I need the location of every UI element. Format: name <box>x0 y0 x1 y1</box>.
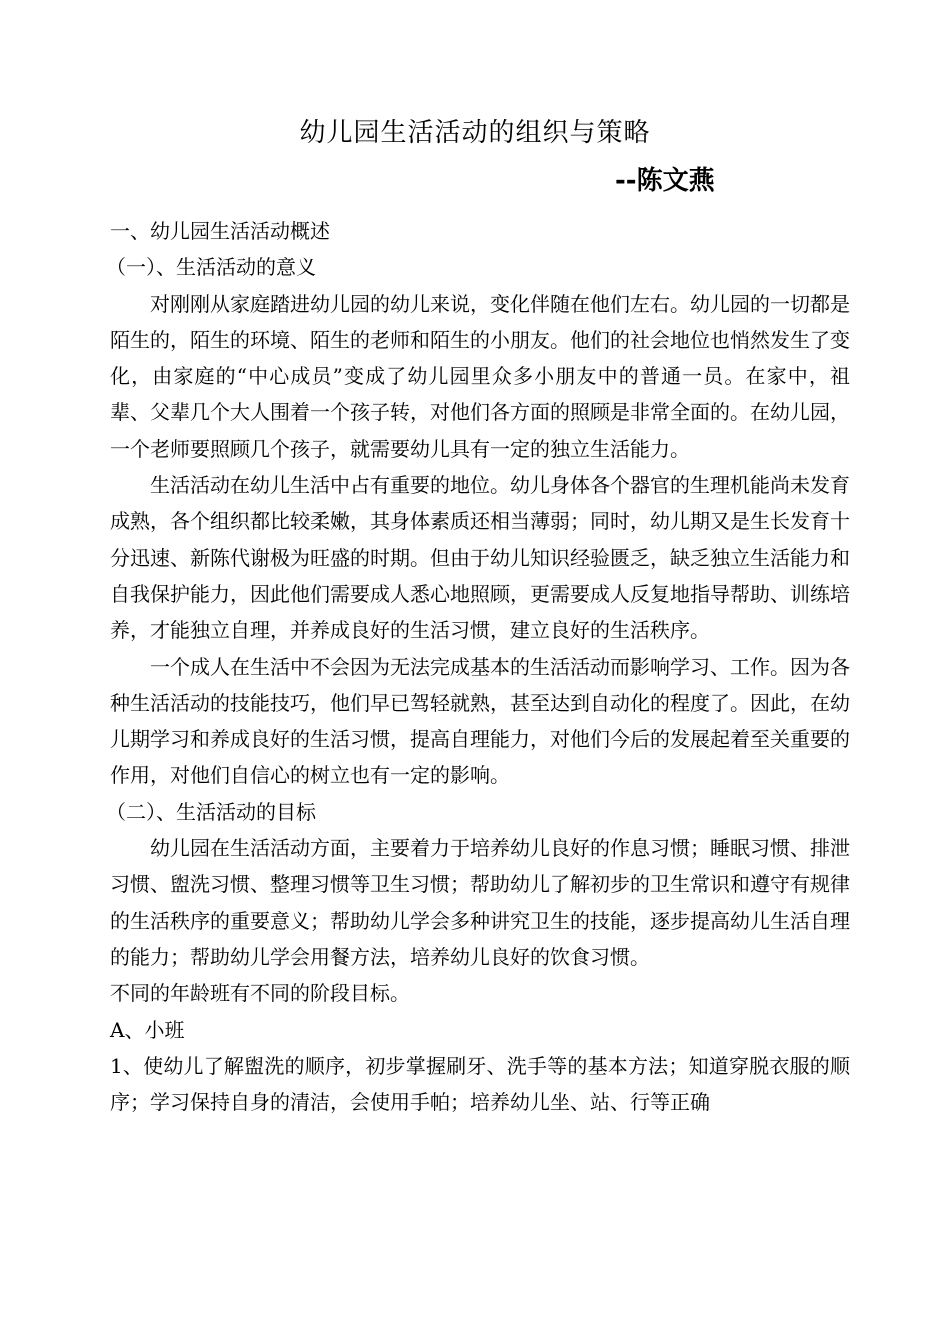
document-title: 幼儿园生活活动的组织与策略 <box>299 118 651 148</box>
author-line: --陈文燕 <box>615 166 715 196</box>
paragraph-5: 不同的年龄班有不同的阶段目标。 <box>110 981 410 1006</box>
section-heading-overview: 一、幼儿园生活活动概述 <box>110 219 330 243</box>
subsection-heading-goals: （二）、生活活动的目标 <box>106 799 316 824</box>
paragraph-3: 一个成人在生活中不会因为无法完成基本的生活活动而影响学习、工作。因为各种生活活动的技能技巧，他们早已驾轻就熟，甚至达到自动化的程度了。因此，在幼儿期学习和养成良好的生活习惯，提高自理能力，对他们今后的发展起着至关重要的作用，对他们自信心的树立也有一定的影响。 <box>110 654 850 788</box>
class-heading-small: A、小班 <box>110 1017 185 1042</box>
list-item-1: 1、使幼儿了解盥洗的顺序，初步掌握刷牙、洗手等的基本方法；知道穿脱衣服的顺序；学习保持自身的清洁，会使用手帕；培养幼儿坐、站、行等正确 <box>110 1053 850 1115</box>
paragraph-4: 幼儿园在生活活动方面，主要着力于培养幼儿良好的作息习惯；睡眠习惯、排泄习惯、盥洗习惯、整理习惯等卫生习惯；帮助幼儿了解初步的卫生常识和遵守有规律的生活秩序的重要意义；帮助幼儿学会多种讲究卫生的技能，逐步提高幼儿生活自理的能力；帮助幼儿学会用餐方法，培养幼儿良好的饮食习惯。 <box>110 836 850 969</box>
document-body <box>106 213 850 1120</box>
subsection-heading-meaning: （一）、生活活动的意义 <box>106 255 316 280</box>
paragraph-2: 生活活动在幼儿生活中占有重要的地位。幼儿身体各个器官的生理机能尚未发育成熟，各个组织都比较柔嫩，其身体素质还相当薄弱；同时，幼儿期又是生长发育十分迅速、新陈代谢极为旺盛的时期。但由于幼儿知识经验匮乏，缺乏独立生活能力和自我保护能力，因此他们需要成人悉心地照顾，更需要成人反复地指导帮助、训练培养，才能独立自理，并养成良好的生活习惯，建立良好的生活秩序。 <box>110 473 850 643</box>
paragraph-1: 对刚刚从家庭踏进幼儿园的幼儿来说，变化伴随在他们左右。幼儿园的一切都是陌生的，陌生的环境、陌生的老师和陌生的小朋友。他们的社会地位也悄然发生了变化，由家庭的“中心成员”变成了幼儿园里众多小朋友中的普通一员。在家中，祖辈、父辈几个大人围着一个孩子转，对他们各方面的照顾是非常全面的。在幼儿园，一个老师要照顾几个孩子，就需要幼儿具有一定的独立生活能力。 <box>110 291 850 461</box>
